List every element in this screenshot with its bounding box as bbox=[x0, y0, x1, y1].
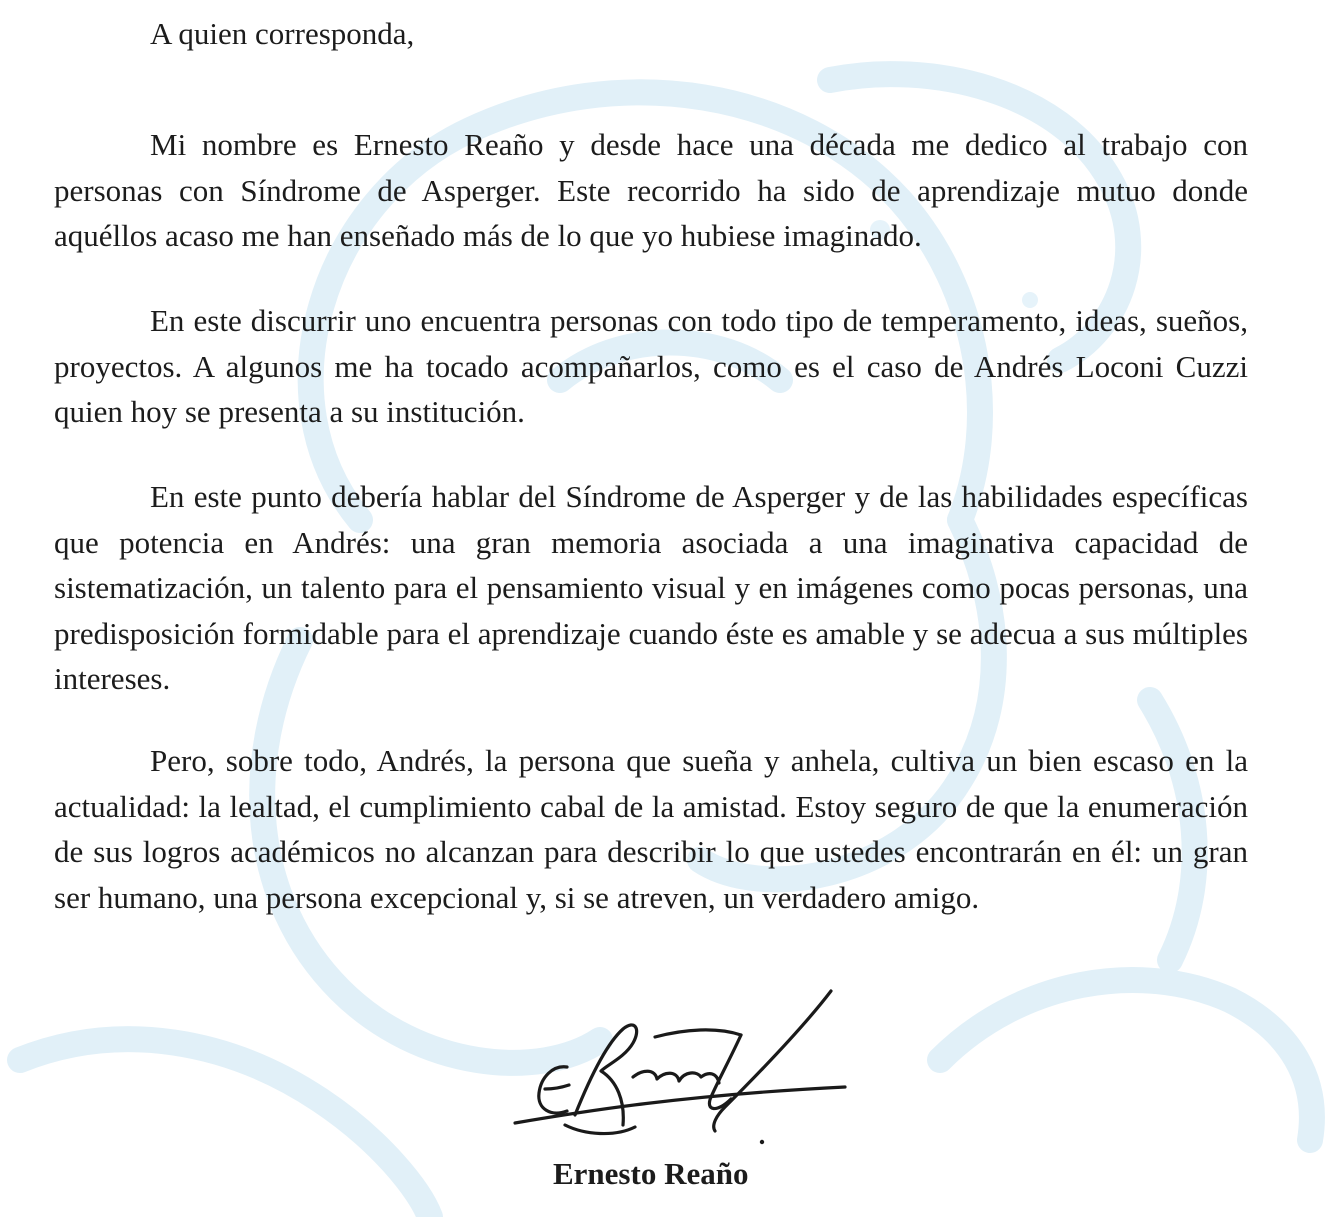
signer-name: Ernesto Reaño bbox=[553, 1156, 749, 1191]
paragraph-character: Pero, sobre todo, Andrés, la persona que sueña y anhela, cultiva un bien escaso en la actualidad: la lealtad, el cumplimiento cabal de la amistad. Estoy seguro de que la enumeración de sus logros académicos no alcanzan para describir lo que ustedes encontrarán en él: un gran ser humano, una persona excepcional y, si se atreven, un verdadero amigo. bbox=[54, 743, 1248, 915]
salutation: A quien corresponda, bbox=[150, 16, 415, 51]
paragraph-context: En este discurrir uno encuentra personas con todo tipo de temperamento, ideas, sueños, proyectos. A algunos me ha tocado acompañarlos, como es el caso de Andrés Loconi Cuzzi quien hoy se presenta a su institución. bbox=[54, 303, 1248, 429]
paragraph-abilities: En este punto debería hablar del Síndrome de Asperger y de las habilidades específicas que potencia en Andrés: una gran memoria asociada a una imaginativa capacidad de sistematización, un talento para el pensamiento visual y en imágenes como pocas personas, una predisposición formidable para el aprendizaje cuando éste es amable y se adecua a sus múltiples intereses. bbox=[54, 479, 1248, 696]
handwritten-signature bbox=[505, 985, 855, 1145]
paragraph-introduction: Mi nombre es Ernesto Reaño y desde hace una década me dedico al trabajo con personas con Síndrome de Asperger. Este recorrido ha sido de aprendizaje mutuo donde aquéllos acaso me han enseñado más de lo que yo hubiese imaginado. bbox=[54, 127, 1248, 253]
signature-text: Reaño bbox=[505, 985, 508, 986]
